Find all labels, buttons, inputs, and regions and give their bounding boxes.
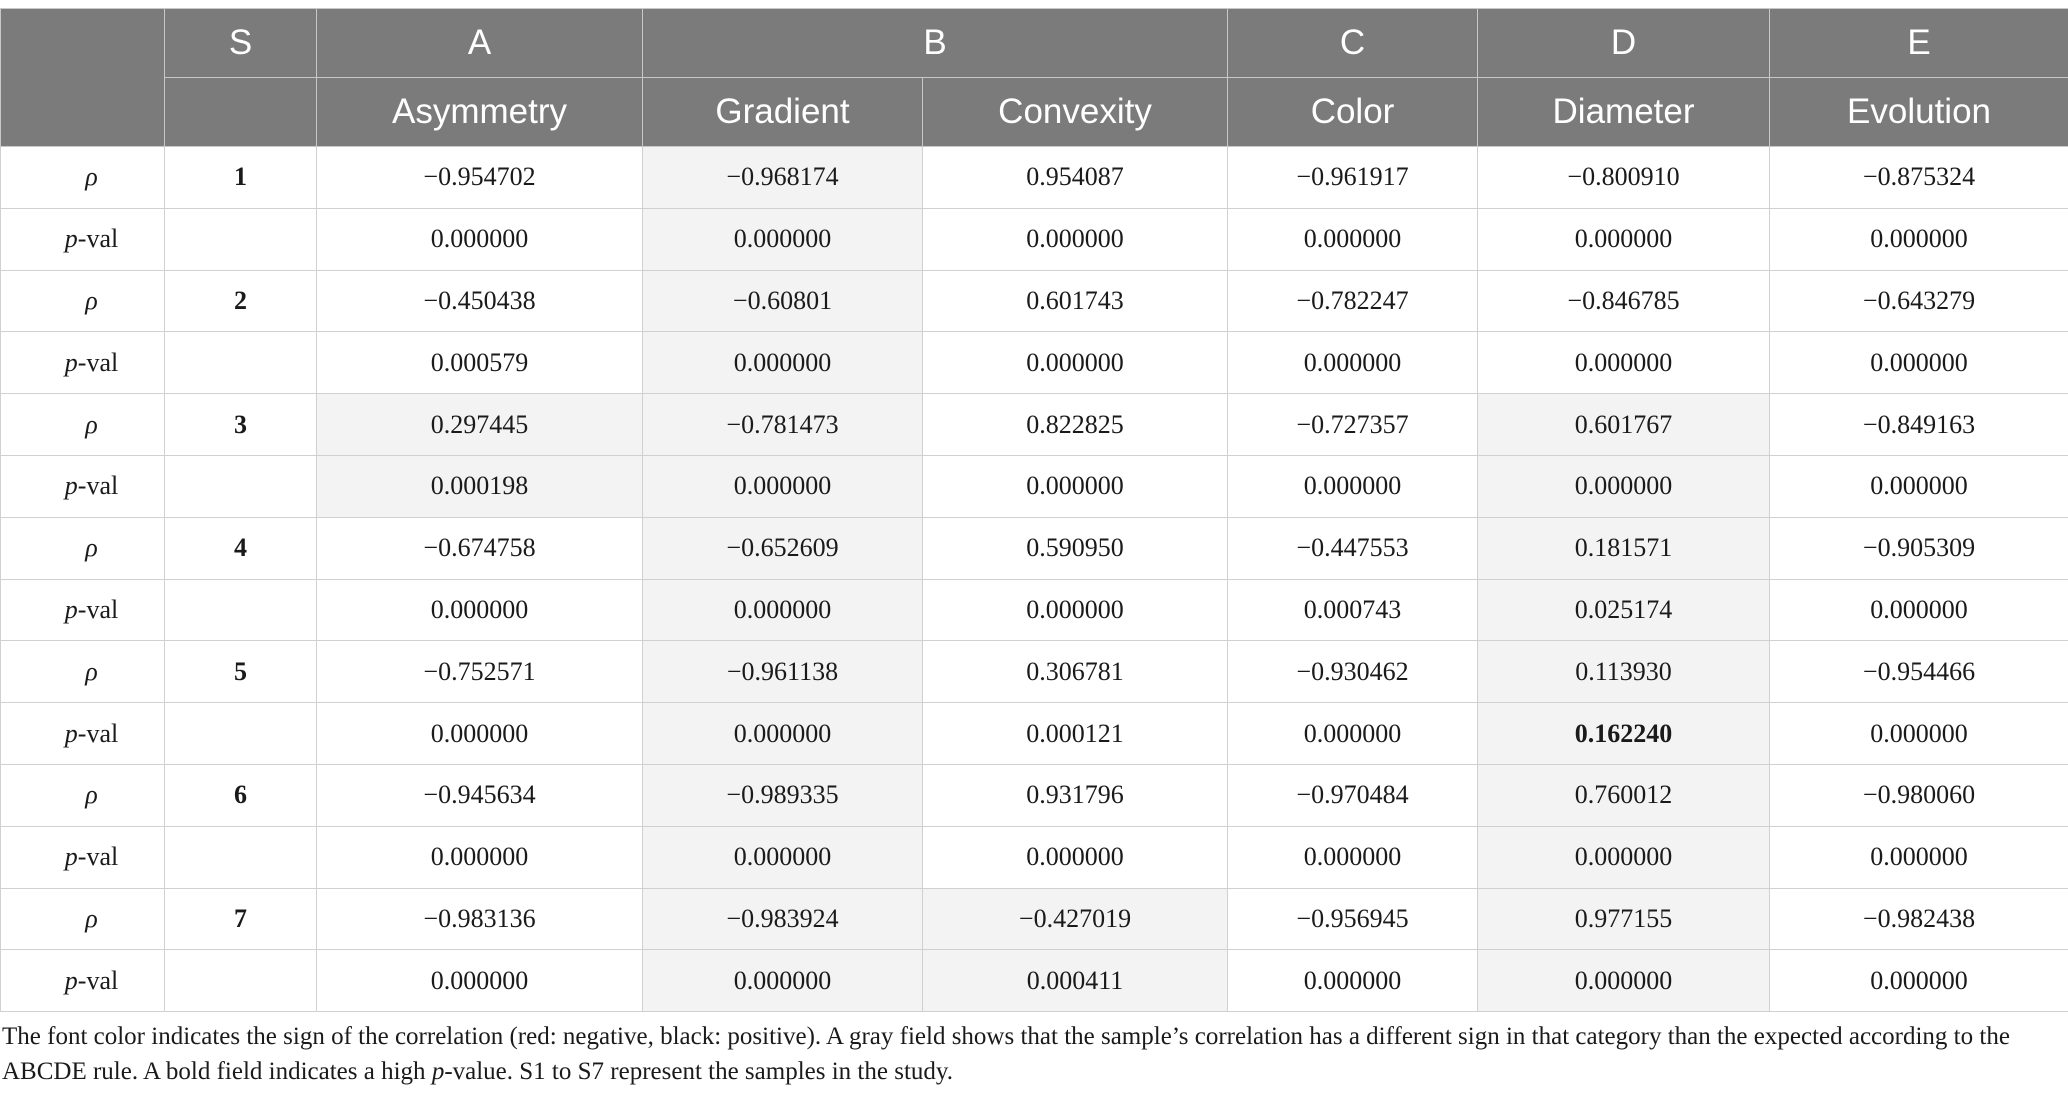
row-label-pval xyxy=(1,455,165,517)
sample-number xyxy=(165,950,317,1012)
rho-symbol: ρ xyxy=(85,533,98,563)
footnote-text-1: The font color indicates the sign of the correlation (red: negative, black: positive). A gray field shows that the sample’s correlation has a different sign in that category than the expected according to the ABCDE rule. A bold field indicates a high xyxy=(2,1023,2010,1085)
value-cell-diameter: 0.000000 xyxy=(1478,208,1770,270)
value-cell-asymmetry: 0.000000 xyxy=(317,208,643,270)
p-symbol: p xyxy=(64,471,78,501)
value-cell-diameter: −0.846785 xyxy=(1478,270,1770,332)
header-s-blank xyxy=(165,78,317,147)
value-cell-gradient: 0.000000 xyxy=(643,332,923,394)
value-cell-evolution: −0.905309 xyxy=(1770,517,2068,579)
value-cell-diameter: 0.181571 xyxy=(1478,517,1770,579)
value-cell-evolution: −0.980060 xyxy=(1770,764,2068,826)
value-cell-diameter: 0.000000 xyxy=(1478,332,1770,394)
value-cell-color: 0.000743 xyxy=(1228,579,1478,641)
value-cell-convexity: 0.931796 xyxy=(923,764,1228,826)
header-blank-cell xyxy=(1,9,165,147)
row-label-pval xyxy=(1,703,165,765)
table-row xyxy=(1,703,2068,765)
value-cell-asymmetry: 0.000000 xyxy=(317,703,643,765)
val-suffix: -val xyxy=(77,965,119,995)
header-col-gradient: Gradient xyxy=(643,78,923,147)
p-symbol: p xyxy=(64,347,78,377)
row-label-rho xyxy=(1,764,165,826)
header-col-convexity: Convexity xyxy=(923,78,1228,147)
value-cell-color: −0.961917 xyxy=(1228,147,1478,209)
sample-number: 5 xyxy=(165,641,317,703)
value-cell-color: −0.970484 xyxy=(1228,764,1478,826)
sample-number xyxy=(165,826,317,888)
value-cell-evolution: 0.000000 xyxy=(1770,455,2068,517)
value-cell-color: −0.956945 xyxy=(1228,888,1478,950)
value-cell-asymmetry: 0.000000 xyxy=(317,579,643,641)
sample-number xyxy=(165,579,317,641)
value-cell-evolution: −0.849163 xyxy=(1770,394,2068,456)
rho-symbol: ρ xyxy=(85,656,98,686)
header-col-evolution: Evolution xyxy=(1770,78,2068,147)
table-row xyxy=(1,332,2068,394)
table-row xyxy=(1,764,2068,826)
header-group-b: B xyxy=(643,9,1228,78)
value-cell-convexity: 0.590950 xyxy=(923,517,1228,579)
value-cell-gradient: 0.000000 xyxy=(643,208,923,270)
value-cell-asymmetry: −0.752571 xyxy=(317,641,643,703)
sample-number: 6 xyxy=(165,764,317,826)
p-symbol: p xyxy=(64,718,78,748)
sample-number: 1 xyxy=(165,147,317,209)
value-cell-diameter: 0.000000 xyxy=(1478,455,1770,517)
value-cell-gradient: −0.989335 xyxy=(643,764,923,826)
value-cell-color: 0.000000 xyxy=(1228,455,1478,517)
value-cell-evolution: 0.000000 xyxy=(1770,579,2068,641)
val-suffix: -val xyxy=(77,718,119,748)
header-group-row xyxy=(1,9,2068,78)
val-suffix: -val xyxy=(77,471,119,501)
value-cell-convexity: 0.000121 xyxy=(923,703,1228,765)
row-label-rho xyxy=(1,888,165,950)
value-cell-color: 0.000000 xyxy=(1228,950,1478,1012)
row-label-pval xyxy=(1,332,165,394)
sample-number: 4 xyxy=(165,517,317,579)
value-cell-convexity: 0.000000 xyxy=(923,455,1228,517)
value-cell-color: 0.000000 xyxy=(1228,826,1478,888)
row-label-pval xyxy=(1,208,165,270)
value-cell-diameter: 0.162240 xyxy=(1478,703,1770,765)
value-cell-evolution: −0.982438 xyxy=(1770,888,2068,950)
value-cell-asymmetry: 0.000000 xyxy=(317,950,643,1012)
value-cell-convexity: 0.000000 xyxy=(923,826,1228,888)
value-cell-diameter: 0.000000 xyxy=(1478,950,1770,1012)
header-group-c: C xyxy=(1228,9,1478,78)
value-cell-evolution: 0.000000 xyxy=(1770,703,2068,765)
value-cell-convexity: 0.822825 xyxy=(923,394,1228,456)
row-label-pval xyxy=(1,579,165,641)
header-col-diameter: Diameter xyxy=(1478,78,1770,147)
value-cell-gradient: 0.000000 xyxy=(643,579,923,641)
header-s: S xyxy=(165,9,317,78)
row-label-rho xyxy=(1,641,165,703)
value-cell-evolution: 0.000000 xyxy=(1770,208,2068,270)
value-cell-diameter: −0.800910 xyxy=(1478,147,1770,209)
value-cell-diameter: 0.977155 xyxy=(1478,888,1770,950)
rho-symbol: ρ xyxy=(85,903,98,933)
value-cell-asymmetry: 0.000000 xyxy=(317,826,643,888)
value-cell-convexity: 0.954087 xyxy=(923,147,1228,209)
value-cell-color: 0.000000 xyxy=(1228,332,1478,394)
p-symbol: p xyxy=(64,594,78,624)
header-column-row xyxy=(1,78,2068,147)
header-group-e: E xyxy=(1770,9,2068,78)
header-col-color: Color xyxy=(1228,78,1478,147)
row-label-pval xyxy=(1,950,165,1012)
row-label-rho xyxy=(1,394,165,456)
row-label-rho xyxy=(1,270,165,332)
value-cell-gradient: −0.983924 xyxy=(643,888,923,950)
table-row xyxy=(1,394,2068,456)
val-suffix: -val xyxy=(77,224,119,254)
value-cell-convexity: 0.000411 xyxy=(923,950,1228,1012)
footnote-italic-p: p xyxy=(431,1058,445,1085)
p-symbol: p xyxy=(64,842,78,872)
correlation-table xyxy=(0,8,2068,1012)
value-cell-evolution: −0.954466 xyxy=(1770,641,2068,703)
sample-number: 7 xyxy=(165,888,317,950)
value-cell-asymmetry: −0.674758 xyxy=(317,517,643,579)
rho-symbol: ρ xyxy=(85,285,98,315)
value-cell-color: 0.000000 xyxy=(1228,208,1478,270)
value-cell-convexity: 0.306781 xyxy=(923,641,1228,703)
value-cell-asymmetry: −0.945634 xyxy=(317,764,643,826)
table-body xyxy=(1,147,2068,1012)
p-symbol: p xyxy=(64,965,78,995)
value-cell-gradient: −0.961138 xyxy=(643,641,923,703)
table-footnote xyxy=(2,1019,2052,1089)
sample-number: 2 xyxy=(165,270,317,332)
value-cell-asymmetry: −0.450438 xyxy=(317,270,643,332)
value-cell-evolution: 0.000000 xyxy=(1770,826,2068,888)
value-cell-color: 0.000000 xyxy=(1228,703,1478,765)
row-label-pval xyxy=(1,826,165,888)
table-row xyxy=(1,147,2068,209)
value-cell-evolution: 0.000000 xyxy=(1770,332,2068,394)
sample-number xyxy=(165,332,317,394)
value-cell-diameter: 0.000000 xyxy=(1478,826,1770,888)
table-row xyxy=(1,826,2068,888)
value-cell-convexity: 0.000000 xyxy=(923,332,1228,394)
sample-number: 3 xyxy=(165,394,317,456)
value-cell-gradient: −0.968174 xyxy=(643,147,923,209)
value-cell-asymmetry: −0.983136 xyxy=(317,888,643,950)
val-suffix: -val xyxy=(77,347,119,377)
table-row xyxy=(1,270,2068,332)
value-cell-gradient: 0.000000 xyxy=(643,826,923,888)
value-cell-evolution: 0.000000 xyxy=(1770,950,2068,1012)
value-cell-asymmetry: 0.297445 xyxy=(317,394,643,456)
table-row xyxy=(1,455,2068,517)
rho-symbol: ρ xyxy=(85,162,98,192)
value-cell-diameter: 0.760012 xyxy=(1478,764,1770,826)
value-cell-color: −0.930462 xyxy=(1228,641,1478,703)
val-suffix: -val xyxy=(77,594,119,624)
p-symbol: p xyxy=(64,224,78,254)
value-cell-evolution: −0.643279 xyxy=(1770,270,2068,332)
sample-number xyxy=(165,703,317,765)
sample-number xyxy=(165,455,317,517)
value-cell-evolution: −0.875324 xyxy=(1770,147,2068,209)
row-label-rho xyxy=(1,517,165,579)
table-row xyxy=(1,950,2068,1012)
value-cell-convexity: 0.601743 xyxy=(923,270,1228,332)
value-cell-gradient: −0.60801 xyxy=(643,270,923,332)
header-group-a: A xyxy=(317,9,643,78)
value-cell-color: −0.447553 xyxy=(1228,517,1478,579)
header-group-d: D xyxy=(1478,9,1770,78)
sample-number xyxy=(165,208,317,270)
value-cell-asymmetry: 0.000198 xyxy=(317,455,643,517)
row-label-rho xyxy=(1,147,165,209)
value-cell-gradient: 0.000000 xyxy=(643,950,923,1012)
table-row xyxy=(1,208,2068,270)
table-row xyxy=(1,517,2068,579)
value-cell-color: −0.782247 xyxy=(1228,270,1478,332)
value-cell-convexity: −0.427019 xyxy=(923,888,1228,950)
value-cell-diameter: 0.113930 xyxy=(1478,641,1770,703)
rho-symbol: ρ xyxy=(85,409,98,439)
value-cell-gradient: 0.000000 xyxy=(643,455,923,517)
value-cell-diameter: 0.601767 xyxy=(1478,394,1770,456)
value-cell-convexity: 0.000000 xyxy=(923,208,1228,270)
value-cell-asymmetry: −0.954702 xyxy=(317,147,643,209)
table-row xyxy=(1,888,2068,950)
value-cell-gradient: 0.000000 xyxy=(643,703,923,765)
value-cell-asymmetry: 0.000579 xyxy=(317,332,643,394)
value-cell-gradient: −0.781473 xyxy=(643,394,923,456)
value-cell-gradient: −0.652609 xyxy=(643,517,923,579)
rho-symbol: ρ xyxy=(85,780,98,810)
table-row xyxy=(1,579,2068,641)
header-col-asymmetry: Asymmetry xyxy=(317,78,643,147)
value-cell-color: −0.727357 xyxy=(1228,394,1478,456)
footnote-text-2: -value. S1 to S7 represent the samples in the study. xyxy=(444,1058,954,1085)
value-cell-convexity: 0.000000 xyxy=(923,579,1228,641)
table-container xyxy=(0,8,2068,1012)
table-row xyxy=(1,641,2068,703)
value-cell-diameter: 0.025174 xyxy=(1478,579,1770,641)
val-suffix: -val xyxy=(77,842,119,872)
